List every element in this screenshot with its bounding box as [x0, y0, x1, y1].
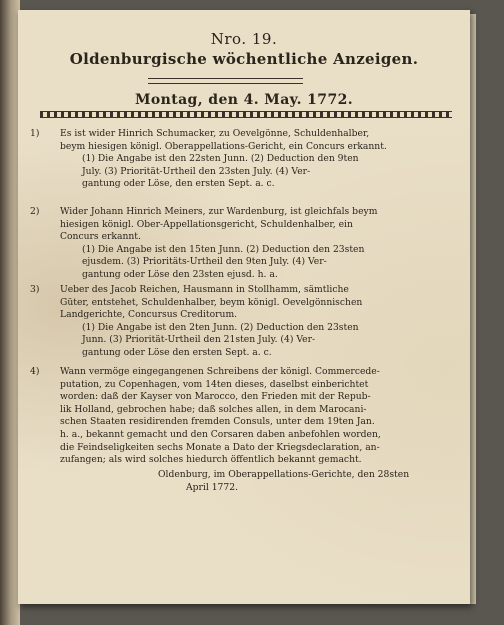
notice-subline: (1) Die Angabe ist den 2ten Junn. (2) Deduction den 23sten [82, 321, 359, 333]
notice-subline: gantung oder Löse den 23sten ejusd. h. a. [82, 268, 278, 280]
ornamental-border [40, 111, 452, 118]
notice-line: h. a., bekannt gemacht und den Corsaren daben anbefohlen worden, [60, 428, 381, 440]
notice-subline: gantung oder Löse den ersten Sept. a. c. [82, 346, 272, 358]
title-rule [148, 78, 303, 84]
page-edge [470, 14, 476, 604]
notice-3 [30, 284, 454, 360]
notice-number: 4) [30, 366, 40, 377]
issue-date: Montag, den 4. May. 1772. [134, 92, 353, 108]
signature-line-2: April 1772. [186, 482, 239, 493]
notice-2 [30, 206, 454, 282]
notice-line: worden: daß der Kayser von Marocco, den Frieden mit der Repub- [60, 391, 371, 403]
signature-line-1: Oldenburg, im Oberappellations-Gerichte, den 28sten [158, 469, 410, 480]
notice-subline: (1) Die Angabe ist den 15ten Junn. (2) Deduction den 23sten [82, 243, 365, 255]
notice-line: Wider Johann Hinrich Meiners, zur Wardenburg, ist gleichfals beym [60, 206, 378, 217]
notice-subline: Junn. (3) Priorität-Urtheil den 21sten July. (4) Ver- [82, 334, 316, 346]
notice-number: 1) [30, 128, 40, 139]
notice-line: Ueber des Jacob Reichen, Hausmann in Stollhamm, sämtliche [60, 284, 349, 295]
issue-number: Nro. 19. [210, 30, 278, 48]
notice-line: putation, zu Copenhagen, vom 14ten dieses, daselbst einberichtet [60, 378, 369, 390]
notice-subline: ejusdem. (3) Prioritäts-Urtheil den 9ten July. (4) Ver- [82, 256, 327, 268]
adjacent-page-edge [0, 0, 20, 625]
notice-line: Es ist wider Hinrich Schumacker, zu Oevelgönne, Schuldenhalber, [60, 128, 370, 139]
notice-line: schen Staaten residirenden fremden Consuls, unter dem 19ten Jan. [60, 416, 375, 428]
notice-line: Concurs erkannt. [60, 231, 141, 243]
notice-line: Landgerichte, Concursus Creditorum. [60, 309, 238, 321]
notice-subline: gantung oder Löse, den ersten Sept. a. c. [82, 178, 275, 190]
notice-line: zufangen; als wird solches hiedurch öffentlich bekannt gemacht. [60, 454, 362, 466]
notice-line: die Feindseligkeiten sechs Monate a Dato der Kriegsdeclaration, an- [60, 441, 380, 453]
notice-line: hiesigen königl. Ober-Appellationsgericht, Schuldenhalber, ein [60, 218, 353, 230]
notice-line: beym hiesigen königl. Oberappellations-Gericht, ein Concurs erkannt. [60, 140, 387, 152]
notice-subline: (1) Die Angabe ist den 22sten Junn. (2) Deduction den 9ten [82, 153, 359, 165]
notice-1 [30, 128, 454, 191]
notice-subline: July. (3) Priorität-Urtheil den 23sten July. (4) Ver- [82, 165, 311, 177]
notice-line: Wann vermöge eingegangenen Schreibens der königl. Commercede- [60, 366, 380, 377]
notice-4 [30, 366, 454, 467]
notice-line: Güter, entstehet, Schuldenhalber, beym königl. Oevelgönnischen [60, 296, 363, 308]
newspaper-title: Oldenburgische wöchentliche Anzeigen. [69, 50, 419, 68]
document-page [18, 10, 470, 604]
notice-number: 3) [30, 284, 40, 295]
notice-number: 2) [30, 206, 40, 217]
notice-line: lik Holland, gebrochen habe; daß solches allen, in dem Marocani- [60, 403, 367, 415]
